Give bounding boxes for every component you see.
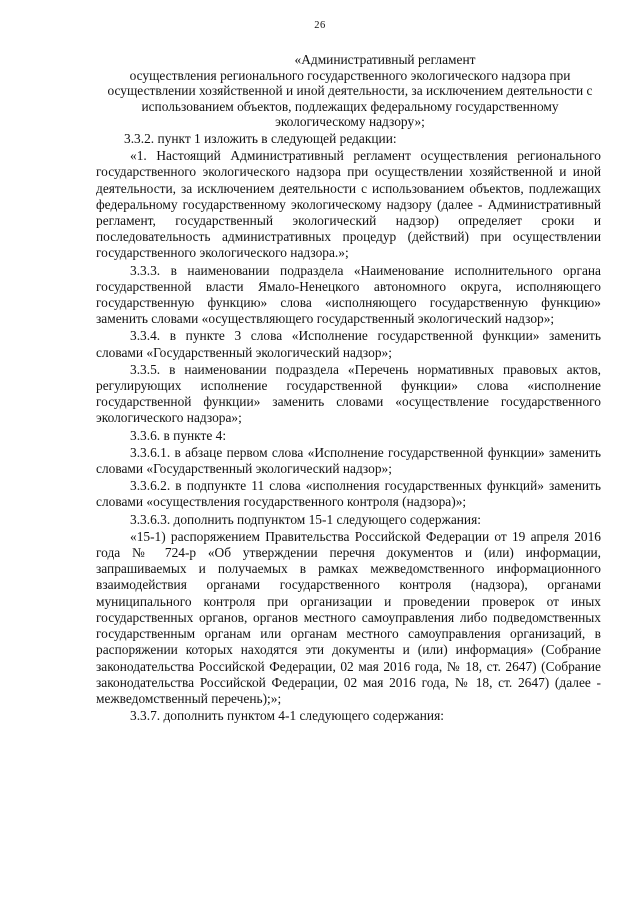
paragraph: 3.3.6. в пункте 4:	[130, 427, 227, 443]
regulation-title	[96, 52, 604, 130]
paragraph: «15-1) распоряжением Правительства Российской Федерации от 19 апреля 2016 года № 724-р «Об утверждении перечня документов и (или) информации, запрашиваемых и получаемых в рамках межведомственного информационного взаимодействия органами государственного контроля (надзора), органами муниципального контроля при организации и проведении проверок от иных государственных органов, органов местного самоуправления либо подведомственных государственным органам или органам местного самоуправления организаций, в распоряжении которых находятся эти документы и (или) информация» (Собрание законодательства Российской Федерации, 02 мая 2016 года, № 18, ст. 2647) (Собрание законодательства Российской Федерации, 02 мая 2016 года, № 18, ст. 2647) (далее - межведомственный перечень);»;	[96, 528, 601, 706]
paragraph: 3.3.6.1. в абзаце первом слова «Исполнение государственной функции» заменить словами «Государственный экологический надзор»;	[96, 444, 601, 477]
paragraph: 3.3.6.2. в подпункте 11 слова «исполнения государственных функций» заменить словами «осуществления государственного контроля (надзора)»;	[96, 478, 601, 510]
paragraph: «1. Настоящий Административный регламент осуществления регионального государственного экологического надзора при осуществлении хозяйственной и иной деятельности, за исключением деятельности с использованием объектов, подлежащих федеральному государственному экологическому надзору (далее - Административный регламент, государственный экологический надзор) определяет сроки и последовательность административных процедур (действий) при осуществлении государственного экологического надзора.»;	[96, 148, 601, 261]
document-body	[96, 131, 601, 725]
page-number: 26	[314, 20, 326, 31]
regulation-title-line1: «Административный регламент	[294, 52, 476, 67]
paragraph: 3.3.4. в пункте 3 слова «Исполнение государственной функции» заменить словами «Государственный экологический надзор»;	[96, 328, 601, 360]
paragraph: 3.3.2. пункт 1 изложить в следующей редакции:	[124, 131, 397, 146]
paragraph: 3.3.7. дополнить пунктом 4-1 следующего содержания:	[130, 708, 444, 724]
regulation-title-rest: осуществления регионального государственного экологического надзора при осуществлении хозяйственной и иной деятельности, за исключением деятельности с использованием объектов, подлежащих федеральному государственному экологическому надзору»;	[107, 67, 593, 130]
paragraph: 3.3.5. в наименовании подраздела «Перечень нормативных правовых актов, регулирующих исполнение государственной функции» слова «исполнение государственной функции» заменить словами «осуществление государственного экологического надзора»;	[96, 361, 601, 426]
paragraph: 3.3.3. в наименовании подраздела «Наименование исполнительного органа государственной власти Ямало-Ненецкого автономного округа, исполняющего государственную функцию» слова «исполняющего государственную функцию» заменить словами «осуществляющего государственный экологический надзор»;	[96, 262, 601, 327]
paragraph: 3.3.6.3. дополнить подпунктом 15-1 следующего содержания:	[130, 511, 481, 527]
